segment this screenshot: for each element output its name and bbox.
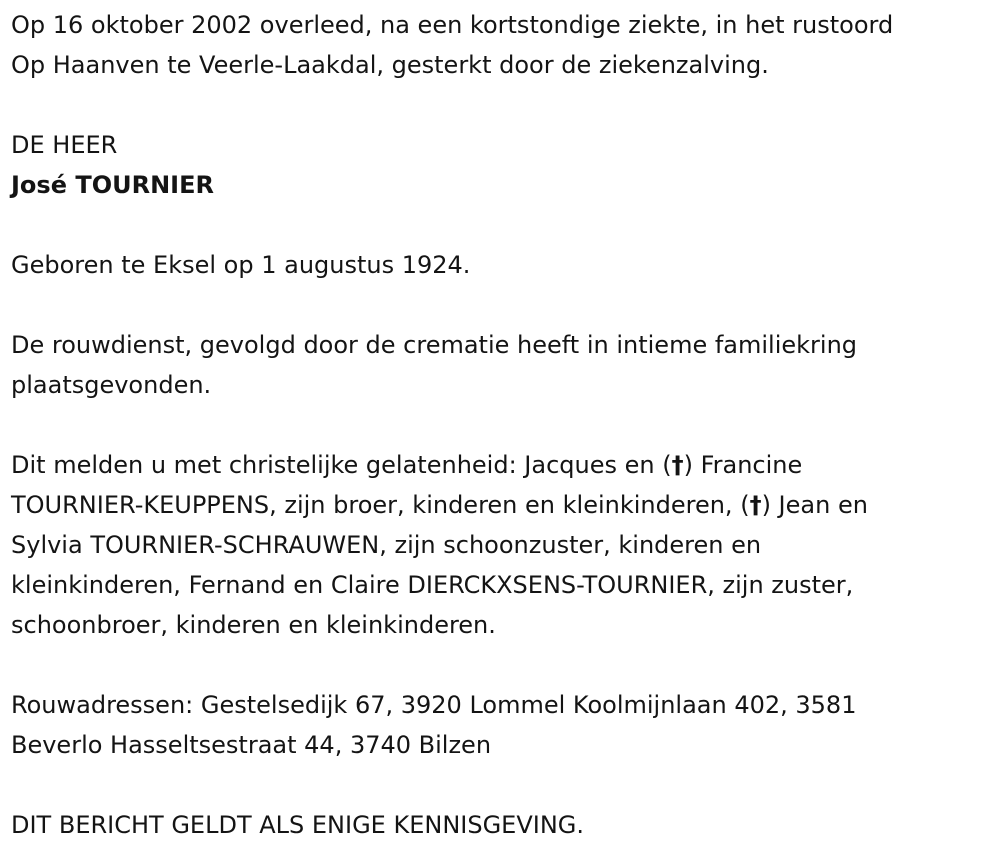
birth-info: Geboren te Eksel op 1 augustus 1924.	[11, 251, 471, 279]
addresses-line-2: Beverlo Hasseltsestraat 44, 3740 Bilzen	[11, 731, 492, 759]
spacer	[11, 285, 993, 325]
family-line-1-b: ) Francine	[683, 451, 803, 479]
spacer	[11, 405, 993, 445]
family-line-2-a: TOURNIER-KEUPPENS, zijn broer, kinderen en kleinkinderen, (	[11, 491, 750, 519]
title: DE HEER	[11, 131, 118, 159]
spacer	[11, 645, 993, 685]
spacer	[11, 85, 993, 125]
family-line-2-b: ) Jean en	[761, 491, 868, 519]
family-line-5: schoonbroer, kinderen en kleinkinderen.	[11, 611, 496, 639]
cross-icon: †	[671, 451, 684, 479]
deceased-name: José TOURNIER	[11, 171, 214, 199]
addresses-line-1: Rouwadressen: Gestelsedijk 67, 3920 Lommel Koolmijnlaan 402, 3581	[11, 691, 857, 719]
family-line-1-a: Dit melden u met christelijke gelatenheid: Jacques en (	[11, 451, 672, 479]
intro-line-2: Op Haanven te Veerle-Laakdal, gesterkt door de ziekenzalving.	[11, 51, 769, 79]
service-line-1: De rouwdienst, gevolgd door de crematie heeft in intieme familiekring	[11, 331, 858, 359]
service-line-2: plaatsgevonden.	[11, 371, 212, 399]
death-notice	[11, 5, 993, 845]
cross-icon: †	[749, 491, 762, 519]
intro-line-1: Op 16 oktober 2002 overleed, na een kortstondige ziekte, in het rustoord	[11, 11, 894, 39]
spacer	[11, 205, 993, 245]
family-line-2	[11, 485, 993, 525]
family-line-3: Sylvia TOURNIER-SCHRAUWEN, zijn schoonzuster, kinderen en	[11, 531, 762, 559]
family-line-4: kleinkinderen, Fernand en Claire DIERCKXSENS-TOURNIER, zijn zuster,	[11, 571, 854, 599]
closing-statement: DIT BERICHT GELDT ALS ENIGE KENNISGEVING.	[11, 811, 585, 839]
spacer	[11, 765, 993, 805]
family-line-1	[11, 445, 993, 485]
